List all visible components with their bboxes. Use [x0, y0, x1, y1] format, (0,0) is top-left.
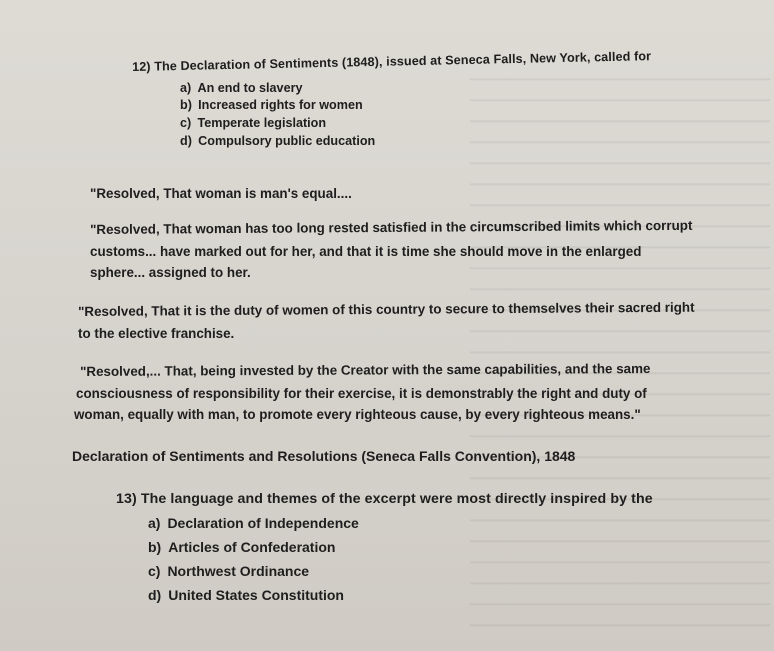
excerpt-p4-line1: "Resolved,... That, being invested by the Creator with the same capabilities, and the same — [80, 361, 651, 379]
question-13-option-a[interactable]: a) Declaration of Independence — [148, 515, 359, 531]
question-12-stem: 12) The Declaration of Sentiments (1848), issued at Seneca Falls, New York, called for — [132, 49, 652, 74]
question-12-option-b[interactable]: b) Increased rights for women — [180, 98, 363, 112]
excerpt-source: Declaration of Sentiments and Resolutions (Seneca Falls Convention), 1848 — [72, 448, 576, 464]
question-12-option-c[interactable]: c) Temperate legislation — [180, 116, 327, 130]
question-13-option-d[interactable]: d) United States Constitution — [148, 587, 344, 603]
excerpt-p4-line3: woman, equally with man, to promote every righteous cause, by every righteous means." — [74, 407, 641, 422]
question-13-stem: 13) The language and themes of the excerpt were most directly inspired by the — [116, 491, 653, 507]
excerpt-p3-line2: to the elective franchise. — [78, 326, 235, 341]
excerpt-p2-line1: "Resolved, That woman has too long rested satisfied in the circumscribed limits which corrupt — [90, 217, 693, 237]
excerpt-p4-line2: consciousness of responsibility for their exercise, it is demonstrably the right and duty of — [76, 386, 647, 401]
question-12-option-d[interactable]: d) Compulsory public education — [180, 134, 376, 148]
excerpt-p2-line2: customs... have marked out for her, and that it is time she should move in the enlarged — [90, 244, 642, 259]
excerpt-p2-line3: sphere... assigned to her. — [90, 265, 251, 280]
question-12-option-a[interactable]: a) An end to slavery — [180, 81, 303, 95]
excerpt-line-1: "Resolved, That woman is man's equal.... — [90, 186, 352, 201]
question-13-option-b[interactable]: b) Articles of Confederation — [148, 539, 336, 555]
question-13-option-c[interactable]: c) Northwest Ordinance — [148, 563, 310, 579]
excerpt-p3-line1: "Resolved, That it is the duty of women of this country to secure to themselves their sacred right — [78, 299, 695, 319]
bleed-through-texture — [470, 60, 770, 640]
